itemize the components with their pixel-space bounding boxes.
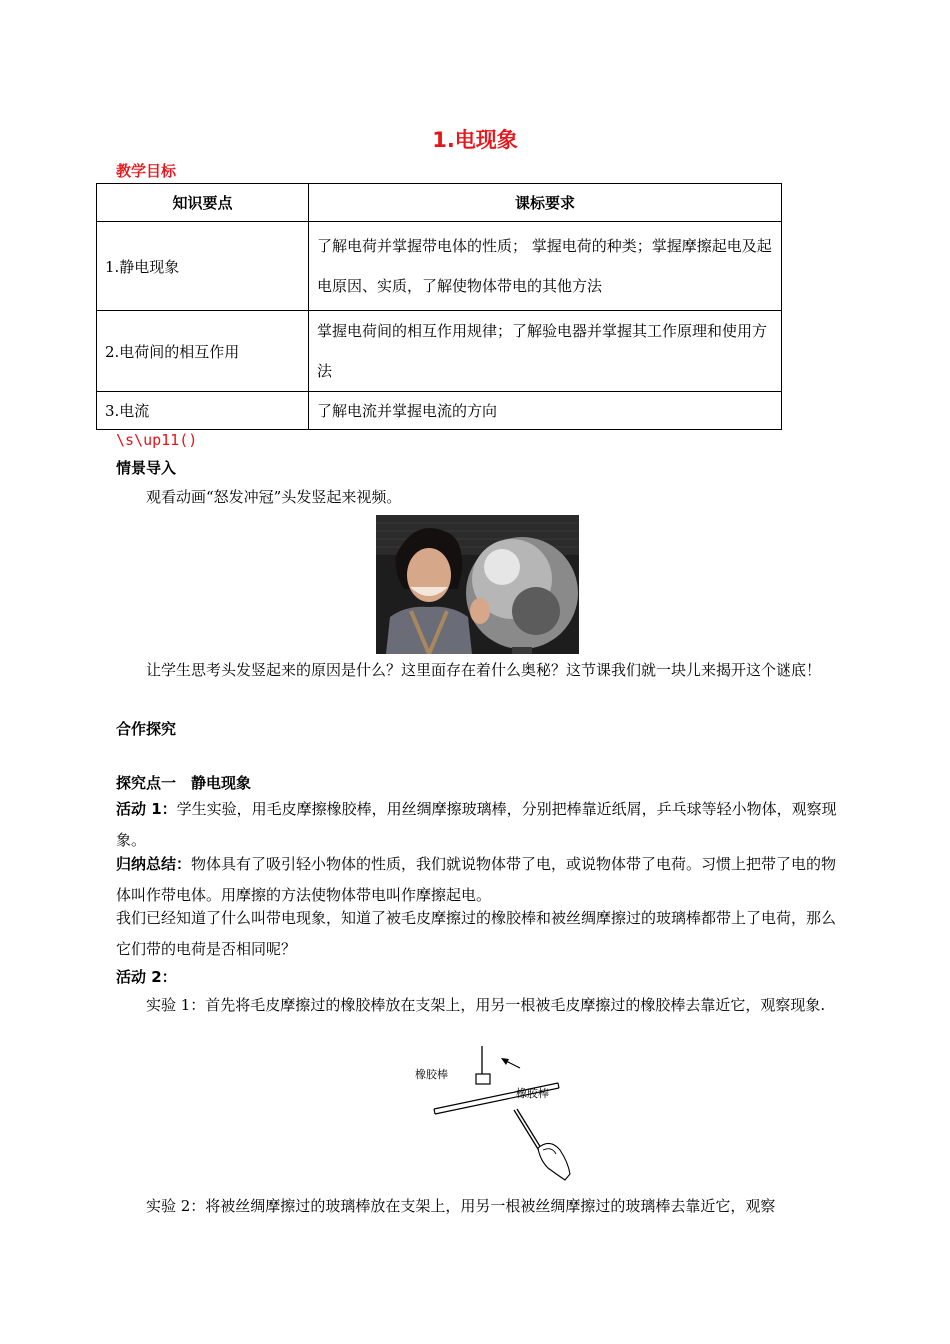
activity1-label: 活动 1： xyxy=(116,800,177,818)
activity2-label: 活动 2： xyxy=(116,968,177,986)
goals-heading: 教学目标 xyxy=(116,162,177,180)
experiment1-text: 实验 1：首先将毛皮摩擦过的橡胶棒放在支架上，用另一根被毛皮摩擦过的橡胶棒去靠近它，观察现象. xyxy=(146,996,826,1014)
summary-paragraph xyxy=(116,849,838,911)
summary-label: 归纳总结： xyxy=(116,855,192,873)
section1-heading: 探究点一 静电现象 xyxy=(116,774,252,792)
photo-illustration xyxy=(376,515,579,654)
coop-heading: 合作探究 xyxy=(116,720,177,738)
figure-label-right: 橡胶棒 xyxy=(516,1087,549,1100)
table-header-cell: 课标要求 xyxy=(309,184,782,222)
table-cell: 了解电流并掌握电流的方向 xyxy=(309,392,782,430)
intro-question: 让学生思考头发竖起来的原因是什么？这里面存在着什么奥秘？这节课我们就一块儿来揭开这个谜底！ xyxy=(146,661,822,679)
figure-label-left: 橡胶棒 xyxy=(415,1068,448,1081)
table-row xyxy=(97,392,782,430)
table-cell: 1.静电现象 xyxy=(97,222,309,311)
goals-table xyxy=(96,183,782,430)
rubber-rod-figure xyxy=(410,1046,590,1186)
follow-paragraph: 我们已经知道了什么叫带电现象，知道了被毛皮摩擦过的橡胶棒和被丝绸摩擦过的玻璃棒都带上了电荷，那么它们带的电荷是否相同呢？ xyxy=(116,909,837,958)
activity1-text: 学生实验，用毛皮摩擦橡胶棒，用丝绸摩擦玻璃棒，分别把棒靠近纸屑，乒乓球等轻小物体，观察现象。 xyxy=(116,800,837,849)
summary-text: 物体具有了吸引轻小物体的性质，我们就说物体带了电，或说物体带了电荷。习惯上把带了电的物体叫作带电体。用摩擦的方法使物体带电叫作摩擦起电。 xyxy=(116,855,837,904)
intro-text: 观看动画“怒发冲冠”头发竖起来视频。 xyxy=(146,488,402,506)
table-cell: 2.电荷间的相互作用 xyxy=(97,311,309,392)
intro-heading: 情景导入 xyxy=(116,459,177,477)
table-cell: 3.电流 xyxy=(97,392,309,430)
table-row xyxy=(97,311,782,392)
static-electricity-photo xyxy=(376,515,579,654)
table-cell: 掌握电荷间的相互作用规律；了解验电器并掌握其工作原理和使用方法 xyxy=(309,311,782,392)
page-title: 1.电现象 xyxy=(432,128,518,152)
activity1-paragraph xyxy=(116,794,838,856)
experiment2-text: 实验 2：将被丝绸摩擦过的玻璃棒放在支架上，用另一根被丝绸摩擦过的玻璃棒去靠近它，观察 xyxy=(146,1197,776,1215)
table-cell: 了解电荷并掌握带电体的性质； 掌握电荷的种类；掌握摩擦起电及起电原因、实质，了解使物体带电的其他方法 xyxy=(309,222,782,311)
table-header-row xyxy=(97,184,782,222)
field-code-text: \s\up11() xyxy=(116,431,198,449)
table-header-cell: 知识要点 xyxy=(97,184,309,222)
table-row xyxy=(97,222,782,311)
